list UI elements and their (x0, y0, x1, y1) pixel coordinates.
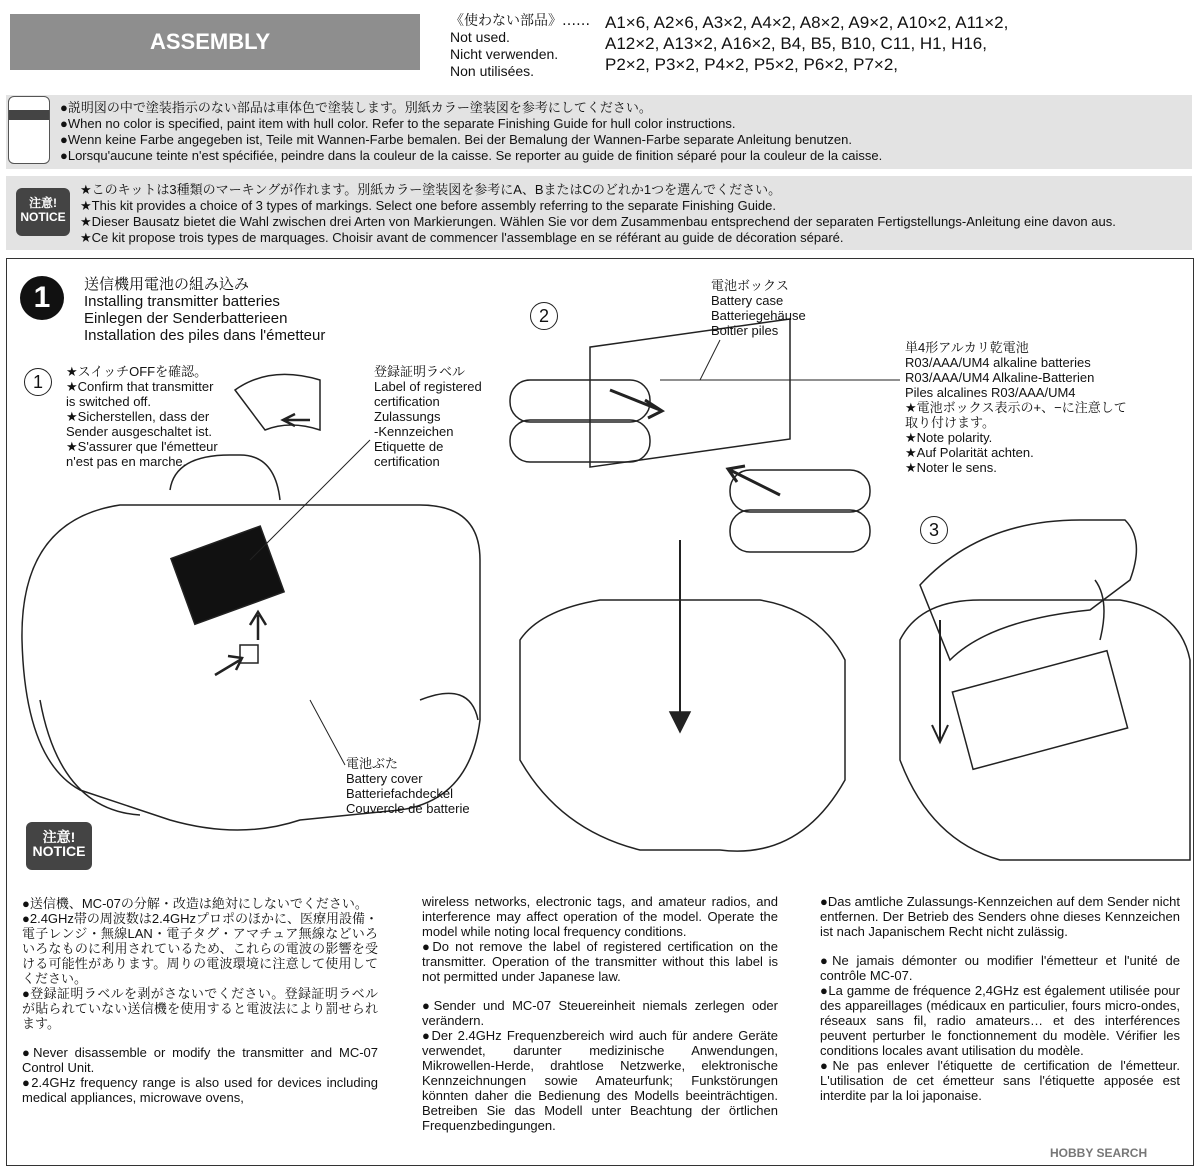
switch-arrow-right (215, 656, 242, 675)
notice-badge-jp: 注意! (29, 196, 57, 210)
marking-note-line: ★Dieser Bausatz bietet die Wahl zwischen drei Arten von Markierungen. Wählen Sie vor dem Zusammenbau entsprechend der separaten Fertigstellungs-Anleitung eine davon aus. (80, 214, 1116, 229)
caption-line: Piles alcalines R03/AAA/UM4 (905, 385, 1076, 400)
paint-note-line: ●When no color is specified, paint item with hull color. Refer to the separate Finishing Guide for hull color instructions. (60, 116, 736, 131)
not-used-en: Not used. (450, 29, 510, 45)
caption-line: 取り付けます。 (905, 415, 995, 430)
notice-paragraph: ●Do not remove the label of registered certification on the transmitter. Operation of the transmitter without this label is not permitted under Japanese law. (422, 939, 778, 984)
step-title-en: Installing transmitter batteries (84, 293, 280, 310)
paint-note-line: ●説明図の中で塗装指示のない部品は車体色で塗装します。別紙カラー塗装図を参考にしてください。 (60, 100, 652, 115)
battery-cover-caption (346, 756, 470, 816)
notice-badge-jp: 注意! (42, 829, 76, 845)
caption-line: Boitier piles (711, 323, 779, 338)
substep-1-line: n'est pas en marche. (66, 454, 187, 469)
parts-line: P2×2, P3×2, P4×2, P5×2, P6×2, P7×2, (605, 55, 899, 74)
transmitter-body-3 (900, 600, 1190, 860)
caption-line: Battery case (711, 293, 784, 308)
notice-column-2 (422, 894, 778, 1133)
battery-3 (730, 470, 870, 512)
notice-paragraph: ●2.4GHz frequency range is also used for devices including medical appliances, microwave ovens, (22, 1075, 378, 1105)
substep-3-marker: 3 (920, 516, 948, 544)
substep-1-line: ★Confirm that transmitter (66, 379, 214, 394)
notice-column-3 (820, 894, 1180, 1103)
step-number: 1 (20, 276, 64, 320)
caption-line: 単4形アルカリ乾電池 (905, 340, 1029, 355)
step-title-jp: 送信機用電池の組み込み (84, 276, 250, 293)
substep-1-line: Sender ausgeschaltet ist. (66, 424, 212, 439)
caption-line: ★Noter le sens. (905, 460, 997, 475)
notice-paragraph: ●La gamme de fréquence 2,4GHz est également utilisée pour des appareillages (médicaux en particulier, fours micro-ondes, réseaux sans fil, radio amateurs… et des interférences peuvent perturber le fonctionnement du modèle. Vérifier les conditions locales avant utilisation du modèle. (820, 983, 1180, 1058)
caption-line: ★Auf Polarität achten. (905, 445, 1034, 460)
case-leader-line (700, 340, 720, 380)
substep-2-marker: 2 (530, 302, 558, 330)
cover-arrow (932, 620, 948, 742)
insert-arrow-1 (610, 390, 662, 418)
caption-line: certification (374, 394, 440, 409)
switch-detail-arrow (283, 414, 310, 426)
notice-paragraph: ●Sender und MC-07 Steuereinheit niemals zerlegen oder verändern. (422, 998, 778, 1028)
caption-line: Label of registered (374, 379, 482, 394)
marking-note-line: ★このキットは3種類のマーキングが作れます。別紙カラー塗装図を参考にA、BまたはCのどれか1つを選んでください。 (80, 182, 782, 197)
caption-line: certification (374, 454, 440, 469)
battery-4 (730, 510, 870, 552)
certification-label-caption (374, 364, 482, 469)
switch-arrow-up (250, 612, 266, 640)
caption-line: 電池ボックス (711, 278, 789, 293)
caption-line: R03/AAA/UM4 Alkaline-Batterien (905, 370, 1095, 385)
switch-detail (235, 374, 320, 430)
caption-line: Batteriegehäuse (711, 308, 806, 323)
marking-note-line: ★Ce kit propose trois types de marquages. Choisir avant de commencer l'assemblage en se référant au guide de décoration séparé. (80, 230, 844, 245)
batteries-caption (905, 340, 1127, 475)
battery-case-caption (711, 278, 806, 338)
insert-arrow-down-head (670, 712, 690, 732)
step-title (84, 276, 325, 344)
not-used-jp: 《使わない部品》‥‥‥ (450, 12, 591, 28)
notice-spacer (820, 939, 1180, 953)
not-used-fr: Non utilisées. (450, 63, 535, 79)
parts-line: A1×6, A2×6, A3×2, A4×2, A8×2, A9×2, A10×2, A11×2, (605, 13, 1009, 32)
battery-1 (510, 380, 650, 422)
notice-paragraph: ●送信機、MC-07の分解・改造は絶対にしないでください。 (22, 896, 368, 911)
substep-1-line: ★Sicherstellen, dass der (66, 409, 210, 424)
substep-1-marker: 1 (24, 368, 52, 396)
assembly-banner: ASSEMBLY (10, 14, 420, 70)
notice-spacer (422, 984, 778, 998)
notice-badge-en: NOTICE (20, 210, 66, 224)
switch-knob (240, 645, 258, 663)
step-title-fr: Installation des piles dans l'émetteur (84, 327, 326, 344)
battery-2 (510, 420, 650, 462)
marking-note-line: ★This kit provides a choice of 3 types of markings. Select one before assembly referring to the separate Finishing Guide. (80, 198, 776, 213)
notice-paragraph: ●Ne pas enlever l'étiquette de certification de l'émetteur. L'utilisation de cet émetteur sans l'étiquette apposée est interdite par la loi japonaise. (820, 1058, 1180, 1103)
bottom-notice-badge (26, 822, 92, 870)
cover-curve-arrow (1095, 580, 1104, 640)
caption-line: 登録証明ラベル (374, 364, 466, 379)
caption-line: ★Note polarity. (905, 430, 993, 445)
paint-note-line: ●Wenn keine Farbe angegeben ist, Teile mit Wannen-Farbe bemalen. Bei der Bemalung der Wannen-Farbe separate Anleitung benutzen. (60, 132, 852, 147)
battery-cover-open (920, 520, 1136, 660)
caption-line: ★電池ボックス表示の+、−に注意して (905, 400, 1127, 415)
watermark: HOBBY SEARCH (1050, 1146, 1148, 1160)
notice-paragraph: ●Ne jamais démonter ou modifier l'émetteur et l'unité de contrôle MC-07. (820, 953, 1180, 983)
caption-line: Batteriefachdeckel (346, 786, 453, 801)
not-used-de: Nicht verwenden. (450, 46, 559, 62)
caption-line: Couvercle de batterie (346, 801, 470, 816)
caption-line: R03/AAA/UM4 alkaline batteries (905, 355, 1091, 370)
parts-line: A12×2, A13×2, A16×2, B4, B5, B10, C11, H1, H16, (605, 34, 987, 53)
notice-paragraph: wireless networks, electronic tags, and amateur radios, and interference may affect operation of the model. Operate the model while noting local frequency conditions. (422, 894, 778, 939)
cert-leader-line (250, 440, 370, 560)
substep-1-text (66, 364, 218, 469)
certification-label-1 (171, 526, 284, 624)
step-title-de: Einlegen der Senderbatterieen (84, 310, 288, 327)
notice-paragraph: ●登録証明ラベルを剥がさないでください。登録証明ラベルが貼られていない送信機を使用すると電波法により罰せられます。 (22, 986, 378, 1031)
notice-paragraph: ●Never disassemble or modify the transmitter and MC-07 Control Unit. (22, 1045, 378, 1075)
installed-batteries (952, 651, 1127, 770)
caption-line: 電池ぶた (346, 756, 399, 771)
notice-spacer (22, 1031, 378, 1045)
substep-1-line: is switched off. (66, 394, 152, 409)
substep-1-line: ★S'assurer que l'émetteur (66, 439, 218, 454)
caption-line: -Kennzeichen (374, 424, 454, 439)
notice-paragraph: ●Das amtliche Zulassungs-Kennzeichen auf dem Sender nicht entfernen. Der Betrieb des Senders ohne dieses Kennzeichen ist nach Japanischem Recht nicht zulässig. (820, 894, 1180, 939)
caption-line: Battery cover (346, 771, 423, 786)
notice-paragraph: ●2.4GHz帯の周波数は2.4GHzプロポのほかに、医療用設備・電子レンジ・無線LAN・電子タグ・アマチュア無線などいろいろなものに利用されているため、これらの電波の影響を受ける可能性があります。周りの電波環境に注意して使用してください。 (22, 911, 378, 986)
caption-line: Zulassungs (374, 409, 441, 424)
notice-badge-en: NOTICE (32, 843, 86, 859)
paint-note-line: ●Lorsqu'aucune teinte n'est spécifiée, peindre dans la couleur de la caisse. Se reporter au guide de finition séparé pour la couleur de la caisse. (60, 148, 883, 163)
notice-column-1 (22, 896, 378, 1105)
notice-paragraph: ●Der 2.4GHz Frequenzbereich wird auch für andere Geräte verwendet, darunter medizinische Anwendungen, Mikrowellen-Herde, drahtlose Netzwerke, elektronische Kennzeichnungen sowie Amateurfunk; Funkstörungen könnten daher die Bedienung des Modells beeinträchtigen. Betreiben Sie das Modell unter Beachtung der örtlichen Frequenzbedingungen. (422, 1028, 778, 1133)
cover-leader-line (310, 700, 345, 765)
substep-1-line: ★スイッチOFFを確認。 (66, 364, 208, 379)
caption-line: Etiquette de (374, 439, 444, 454)
